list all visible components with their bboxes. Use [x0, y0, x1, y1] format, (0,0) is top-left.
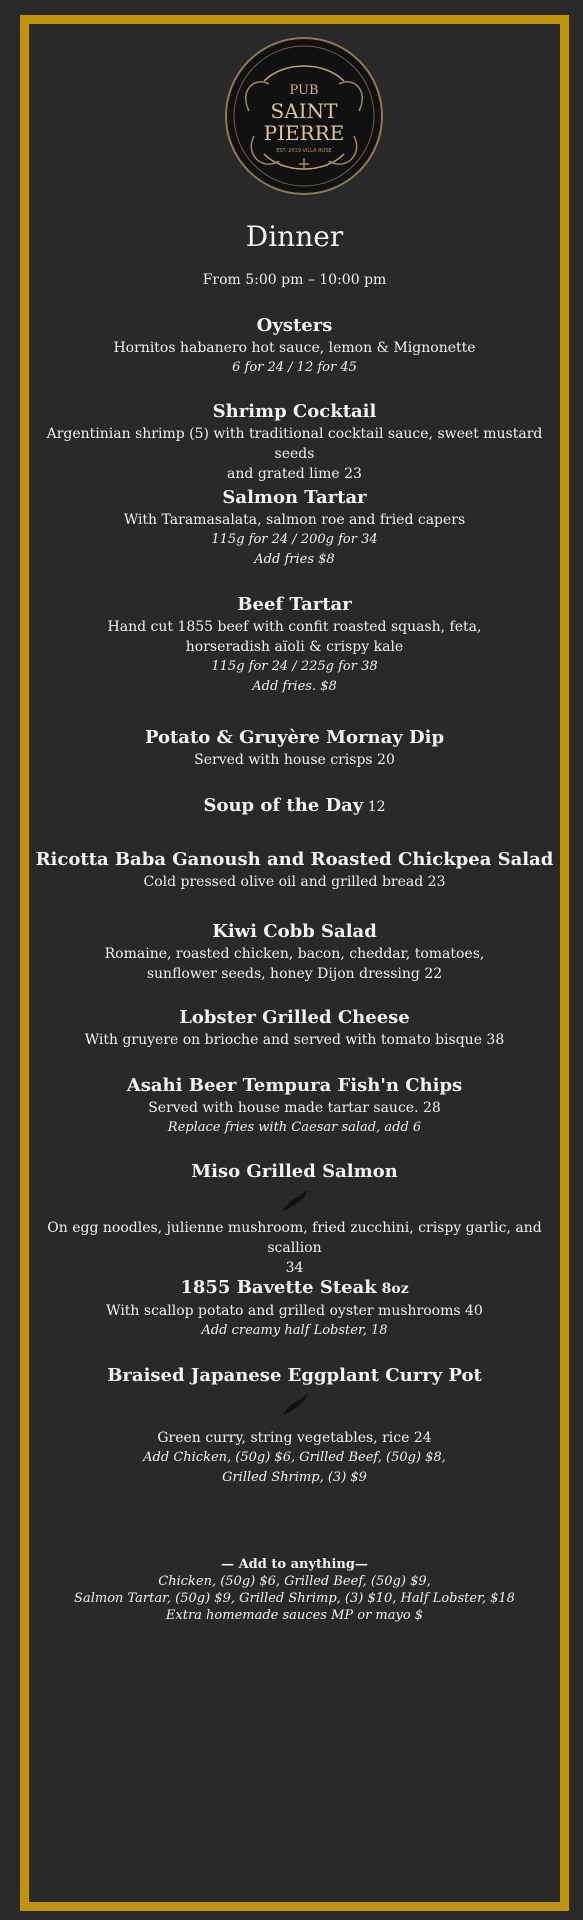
menu-item-ricotta-baba-ganoush [29, 848, 560, 892]
menu-item-salmon-tartar [29, 486, 560, 570]
item-name: Oysters [256, 315, 333, 336]
menu-item-beef-tartar [29, 593, 560, 697]
item-desc: Hand cut 1855 beef with confit roasted squash, feta, [107, 619, 482, 635]
menu-item-potato-gruyere-dip [29, 726, 560, 770]
menu-item-bavette-steak [29, 1276, 560, 1341]
item-name: Asahi Beer Tempura Fish'n Chips [126, 1075, 463, 1096]
item-price: 12 [363, 799, 386, 815]
menu-item-kiwi-cobb-salad [29, 920, 560, 984]
item-desc: With scallop potato and grilled oyster mushrooms 40 [106, 1303, 483, 1319]
item-desc: On egg noodles, julienne mushroom, fried zucchini, crispy garlic, and scallion [47, 1220, 542, 1256]
item-name: Braised Japanese Eggplant Curry Pot [107, 1365, 482, 1386]
svg-text:PUB: PUB [289, 83, 319, 98]
menu-item-lobster-grilled-cheese [29, 1006, 560, 1050]
addons-line: Salmon Tartar, (50g) $9, Grilled Shrimp, (3) $10, Half Lobster, $18 [74, 1591, 515, 1606]
item-name: Ricotta Baba Ganoush and Roasted Chickpea Salad [35, 849, 554, 870]
item-option: 6 for 24 / 12 for 45 [232, 360, 357, 375]
item-desc: With gruyere on brioche and served with tomato bisque 38 [84, 1032, 505, 1048]
svg-text:SAINT: SAINT [270, 99, 338, 123]
menu-hours: From 5:00 pm – 10:00 pm [202, 272, 387, 288]
add-to-anything-section [29, 1556, 560, 1624]
item-option: Replace fries with Caesar salad, add 6 [167, 1120, 422, 1135]
item-desc: and grated lime 23 [227, 466, 362, 482]
item-name: Lobster Grilled Cheese [179, 1007, 410, 1028]
chili-pepper-icon [280, 1394, 310, 1418]
svg-text:EST. 2019 VILLA ROSE: EST. 2019 VILLA ROSE [276, 148, 332, 154]
item-desc: With Taramasalata, salmon roe and fried capers [123, 512, 466, 528]
item-desc: Served with house crisps 20 [194, 752, 395, 768]
item-desc: horseradish aïoli & crispy kale [185, 639, 404, 655]
item-option: 115g for 24 / 200g for 34 [211, 532, 378, 547]
item-name: Miso Grilled Salmon [191, 1161, 398, 1182]
item-size: 8oz [376, 1281, 409, 1297]
item-name: Salmon Tartar [222, 487, 367, 508]
item-desc: sunflower seeds, honey Dijon dressing 22 [146, 966, 443, 982]
chili-pepper-icon [280, 1190, 310, 1214]
addons-line: Extra homemade sauces MP or mayo $ [165, 1608, 424, 1623]
item-name [29, 1276, 560, 1301]
item-name: Shrimp Cocktail [212, 401, 377, 422]
addons-line: Chicken, (50g) $6, Grilled Beef, (50g) $9, [158, 1574, 431, 1589]
item-option: Grilled Shrimp, (3) $9 [222, 1470, 367, 1485]
addons-heading: — Add to anything— [221, 1557, 368, 1572]
item-desc: Served with house made tartar sauce. 28 [148, 1100, 441, 1116]
menu-title: Dinner [245, 220, 344, 253]
item-name: Kiwi Cobb Salad [212, 921, 377, 942]
menu-item-fish-n-chips [29, 1074, 560, 1138]
item-name [29, 794, 560, 819]
pub-saint-pierre-logo [224, 36, 384, 196]
item-desc: Green curry, string vegetables, rice 24 [157, 1430, 432, 1446]
menu-item-shrimp-cocktail [29, 400, 560, 484]
item-option: Add creamy half Lobster, 18 [201, 1323, 388, 1338]
item-name: Beef Tartar [237, 594, 352, 615]
item-option: Add fries. $8 [252, 679, 337, 694]
item-name-text: Soup of the Day [203, 795, 364, 816]
item-option: 115g for 24 / 225g for 38 [211, 659, 378, 674]
item-desc: Hornitos habanero hot sauce, lemon & Mignonette [113, 340, 476, 356]
menu-item-eggplant-curry-pot [29, 1364, 560, 1488]
item-option: Add Chicken, (50g) $6, Grilled Beef, (50g) $8, [143, 1450, 446, 1465]
menu-item-miso-grilled-salmon [29, 1160, 560, 1278]
menu-frame [20, 15, 569, 1911]
item-desc: Cold pressed olive oil and grilled bread 23 [143, 874, 446, 890]
item-option: Add fries $8 [254, 552, 335, 567]
item-name-text: 1855 Bavette Steak [180, 1277, 377, 1298]
menu-item-oysters [29, 314, 560, 378]
menu-item-soup-of-the-day [29, 794, 560, 819]
item-desc: Romaine, roasted chicken, bacon, cheddar, tomatoes, [104, 946, 485, 962]
svg-text:PIERRE: PIERRE [263, 121, 345, 145]
item-name: Potato & Gruyère Mornay Dip [144, 727, 445, 748]
item-desc: 34 [285, 1260, 304, 1276]
item-desc: Argentinian shrimp (5) with traditional cocktail sauce, sweet mustard seeds [46, 426, 543, 462]
